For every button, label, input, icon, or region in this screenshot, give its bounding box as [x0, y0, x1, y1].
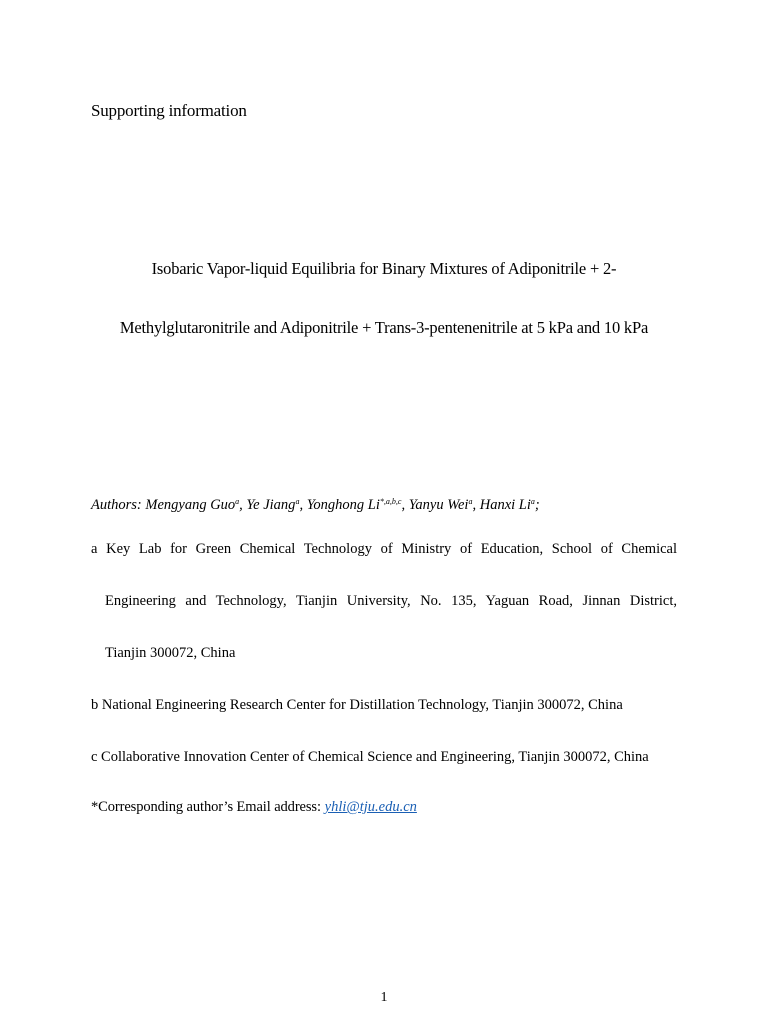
paper-title-line-1: Isobaric Vapor-liquid Equilibria for Binary Mixtures of Adiponitrile + 2-: [151, 259, 617, 278]
author-separator: ,: [401, 497, 409, 513]
author-name: Hanxi Li: [479, 497, 531, 513]
corresponding-author-line: [91, 799, 417, 816]
section-heading: Supporting information: [91, 101, 247, 120]
author-affiliation-marker: a: [295, 497, 300, 506]
author-name: Ye Jiang: [246, 497, 296, 513]
author-name: Yanyu Wei: [408, 497, 469, 513]
author-affiliation-marker: a: [235, 497, 240, 506]
author-name: Yonghong Li: [306, 497, 380, 513]
affiliation-a-line-2: Engineering and Technology, Tianjin University, No. 135, Yaguan Road, Jinnan District,: [105, 593, 677, 609]
author-list: [91, 497, 540, 514]
label-colon: :: [316, 799, 325, 815]
affiliation-a-line-1: a Key Lab for Green Chemical Technology of Ministry of Education, School of Chemical: [91, 541, 677, 557]
page-number: 1: [380, 990, 388, 1005]
authors-label: Authors:: [91, 497, 146, 513]
author-separator: ,: [239, 497, 247, 513]
author-name: Mengyang Guo: [145, 497, 236, 513]
author-affiliation-marker: *,a,b,c: [379, 497, 402, 506]
author-separator: ,: [299, 497, 307, 513]
author-affiliation-marker: a: [468, 497, 473, 506]
affiliation-a-line-3: Tianjin 300072, China: [105, 645, 236, 661]
affiliation-b: b National Engineering Research Center for Distillation Technology, Tianjin 300072, China: [91, 697, 623, 713]
paper-title-line-2: Methylglutaronitrile and Adiponitrile + Trans-3-pentenenitrile at 5 kPa and 10 kPa: [119, 318, 649, 337]
author-separator: ;: [534, 497, 540, 513]
author-separator: ,: [472, 497, 480, 513]
author-affiliation-marker: a: [530, 497, 535, 506]
corresponding-author-label: *Corresponding author’s Email address: [91, 799, 317, 815]
email-link[interactable]: yhli@tju.edu.cn: [324, 799, 417, 815]
affiliation-c: c Collaborative Innovation Center of Chemical Science and Engineering, Tianjin 300072, China: [91, 749, 649, 765]
